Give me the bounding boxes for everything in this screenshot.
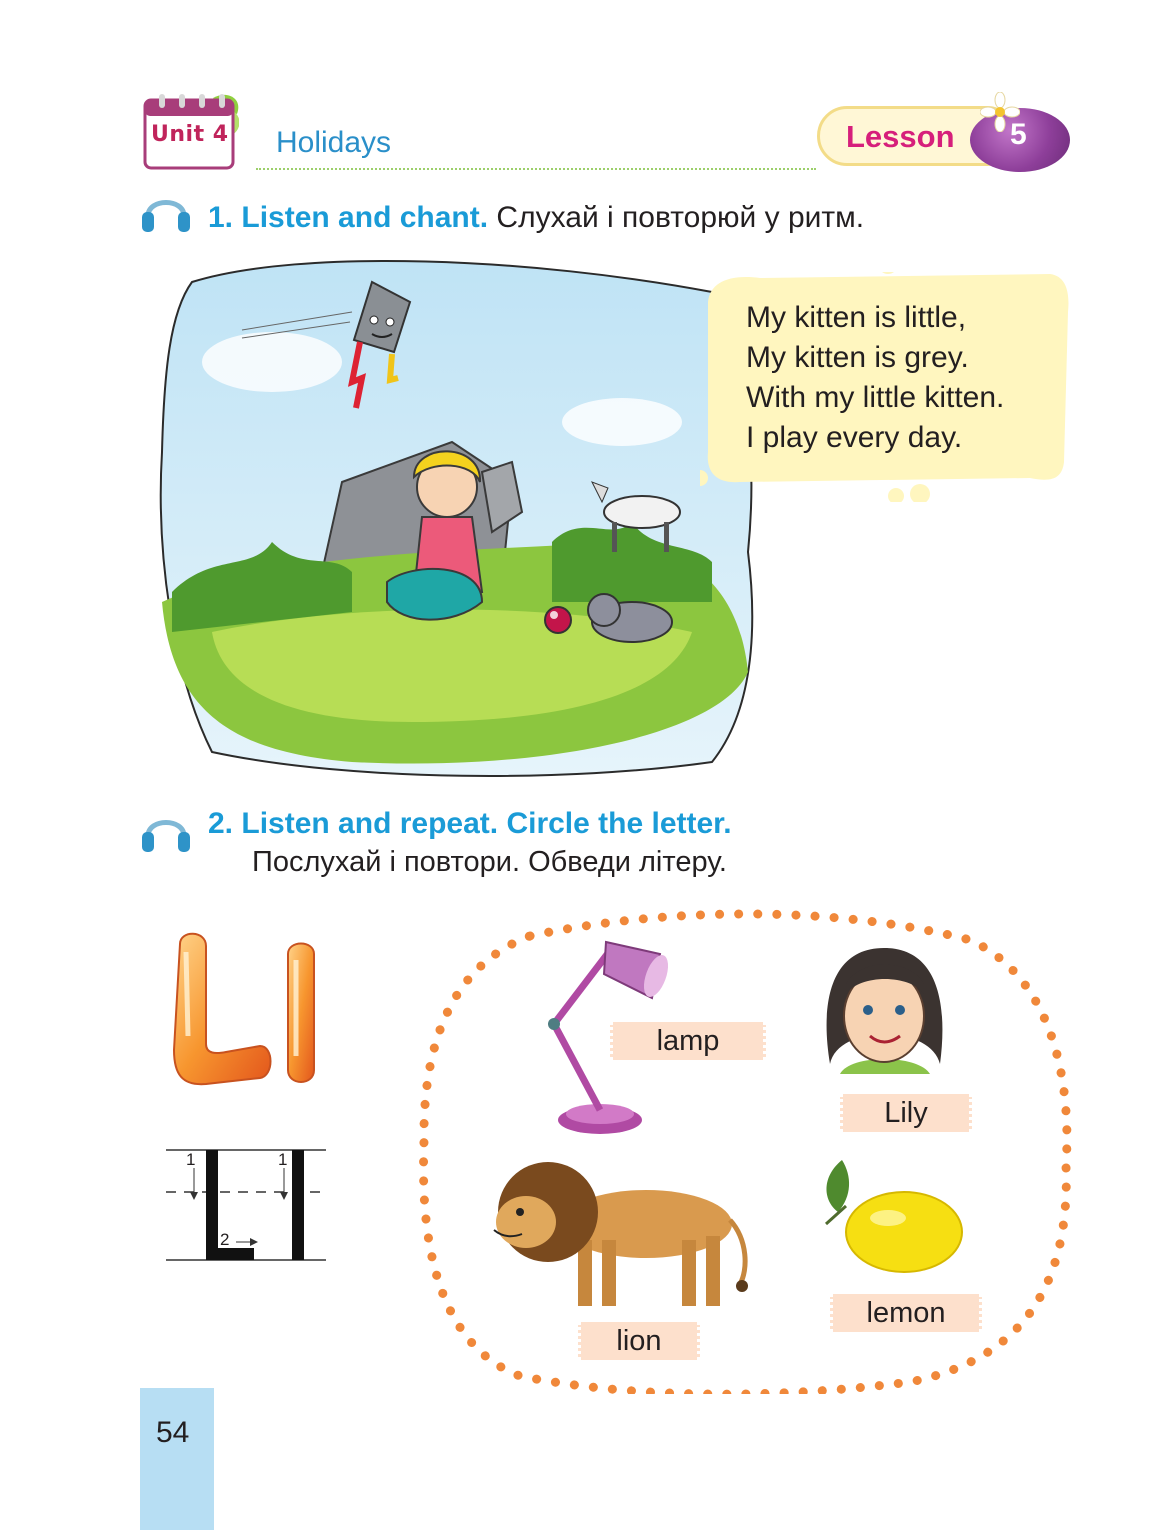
flower-icon xyxy=(980,92,1020,132)
girl-lily-picture[interactable] xyxy=(820,944,948,1082)
word-lily[interactable]: Lily xyxy=(840,1094,972,1132)
header-divider xyxy=(256,168,816,170)
word-lemon[interactable]: lemon xyxy=(830,1294,982,1332)
unit-label: Unit 4 xyxy=(151,122,229,147)
chant-line: My kitten is little, xyxy=(746,301,967,334)
exercise2-number: 2. xyxy=(208,807,234,840)
headphones-icon[interactable] xyxy=(140,186,192,238)
chant-bubble xyxy=(700,272,1072,482)
stroke-number: 1 xyxy=(186,1150,196,1169)
headphones-icon[interactable] xyxy=(140,806,192,858)
lesson-number: 5 xyxy=(1010,118,1027,151)
stroke-number: 2 xyxy=(220,1230,230,1249)
letter-writing-guide xyxy=(166,1146,328,1264)
lemon-picture[interactable] xyxy=(812,1156,968,1284)
big-letters-Ll xyxy=(160,926,332,1090)
unit-badge xyxy=(143,92,239,170)
page-number: 54 xyxy=(156,1416,190,1449)
exercise2-heading xyxy=(208,806,732,842)
lion-picture[interactable] xyxy=(486,1160,756,1312)
word-lamp[interactable]: lamp xyxy=(610,1022,766,1060)
exercise2-title: Listen and repeat. Circle the letter. xyxy=(241,807,732,840)
exercise1-title: Listen and chant. xyxy=(241,201,489,234)
chant-line: My kitten is grey. xyxy=(746,341,969,374)
page-number-strip xyxy=(140,1388,214,1530)
section-title: Holidays xyxy=(276,126,392,159)
exercise1-subtitle: Слухай і повторюй у ритм. xyxy=(496,201,865,234)
chant-text xyxy=(746,298,1004,458)
lesson-label: Lesson xyxy=(846,119,955,154)
chant-line: I play every day. xyxy=(746,421,963,454)
exercise1-number: 1. xyxy=(208,201,234,234)
exercise1-heading xyxy=(208,200,864,236)
chant-line: With my little kitten. xyxy=(746,381,1005,414)
stroke-number: 1 xyxy=(278,1150,288,1169)
garden-illustration xyxy=(152,252,764,780)
word-lion[interactable]: lion xyxy=(578,1322,700,1360)
exercise2-subtitle: Послухай і повтори. Обведи літеру. xyxy=(252,846,727,878)
